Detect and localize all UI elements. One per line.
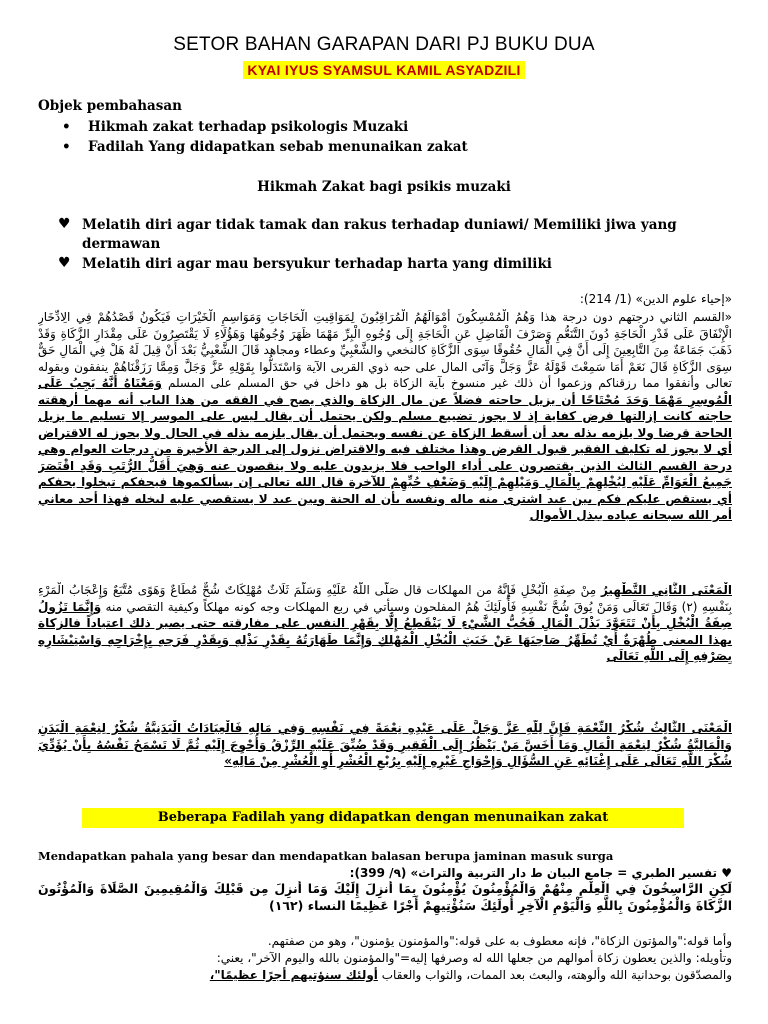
hikmah-point-2: [58, 255, 718, 274]
arabic-paragraph-1: [38, 309, 732, 579]
arabic-text: والمصدّقون بوحدانية الله وألوهته، والبعث بعد الممات، والثواب والعقاب: [381, 968, 732, 982]
heart-icon: ♥: [58, 255, 71, 271]
heart-icon: ♥: [58, 216, 71, 232]
tafsir-source: [38, 865, 732, 882]
tafsir-line-3: [38, 967, 732, 984]
arabic-bold-text: الْمَعْنَى الثَّالِثُ شُكْرُ النِّعْمَةِ فَإِنَّ لِلَّهِ عَزَّ وَجَلَّ عَلَى عَبْدِهِ نِعْمَةً فِي نَفْسِهِ وَفِي مَالِهِ فَالْعِبَادَاتُ الْبَدَنِيَّةُ شُكْرٌ لِنِعْمَةِ الْبَدَنِ وَالْمَالِيَّةُ شُكْرٌ لِنِعْمَةِ الْمَالِ وَمَا أَخَسَّ مَنْ يَنْظُرُ إِلَى الْفَقِيرِ وَقَدْ ضُيِّقَ عَلَيْهِ الرِّزْقُ وَأُحْوِجَ إِلَيْهِ ثُمَّ لَا تَسْمَحُ نَفْسُهُ بِأَنْ يُؤَدِّيَ شُكْرَ اللَّهِ تَعَالَى عَلَى إِغْنَائِهِ عَنِ السُّؤَالِ وَإِحْوَاجِ غَيْرِهِ إِلَيْهِ بِرُبْعِ الْعُشْرِ أَوِ الْعُشْرِ مِنْ مَالِهِ»: [38, 721, 732, 768]
quran-verse: لَكِنِ الرَّاسِخُونَ فِي الْعِلْمِ مِنْهُمْ وَالْمُؤْمِنُونَ يُؤْمِنُونَ بِمَا أُنزِلَ إِلَيْكَ وَمَا أُنزِلَ مِن قَبْلِكَ وَالْمُقِيمِينَ الصَّلَاةَ وَالْمُؤْتُونَ الزَّكَاةَ وَالْمُؤْمِنُونَ بِاللَّهِ وَالْيَوْمِ الْآخِرِ أُولَئِكَ سَنُؤْتِيهِمْ أَجْرًا عَظِيمًا النساء (١٦٢): [38, 881, 732, 913]
hikmah-point-1: [58, 216, 718, 254]
tafsir-source-text: تفسير الطبري = جامع البيان ط دار التربية والتراث» (٩/ 399):: [349, 866, 718, 880]
arabic-lead-text: الْمَعْنَى الثَّانِي التَّطْهِيرُ: [600, 583, 732, 597]
fadilah-intro: Mendapatkan pahala yang besar dan mendapatkan balasan berupa jaminan masuk surga: [38, 849, 614, 863]
objek-item-text: Hikmah zakat terhadap psikologis Muzaki: [88, 119, 409, 135]
fadilah-heading: Beberapa Fadilah yang didapatkan dengan menunaikan zakat: [82, 808, 684, 828]
objek-item-1: [62, 119, 408, 135]
arabic-bold-text: أولئك سنؤتيهم أجرًا عظيمًا"،: [209, 968, 378, 982]
heart-icon: ♥: [721, 866, 732, 880]
objek-item-2: [62, 139, 468, 155]
bullet-icon: •: [62, 139, 71, 155]
tafsir-line-1: وأما قوله:"والمؤتون الزكاة"، فإنه معطوف به على قوله:"والمؤمنون يؤمنون"، وهو من صفتهم.: [267, 934, 732, 948]
tafsir-line-2: وتأويله: والذين يعطون زكاة أموالهم من جعلها الله له وصرفها إليه="والمؤمنون بالله واليوم الآخر"، يعني:: [216, 951, 732, 965]
bullet-icon: •: [62, 119, 71, 135]
hikmah-point-text: Melatih diri agar mau bersyukur terhadap harta yang dimiliki: [82, 256, 552, 272]
subtitle-wrap: [0, 60, 768, 79]
arabic-text: «القسم الثاني درجتهم دون درجة هذا وَهُمُ الْمُمْسِكُونَ أَمْوَالَهُمُ الْمُرَاقِبُونَ لِمَوَاقِيتِ الْحَاجَاتِ وَمَوَاسِمِ الْخَيْرَاتِ فَيَكُونُ قَصْدُهُمْ فِي الِادِّخَارِ الْإِنْفَاقَ عَلَى قَدْرِ الْحَاجَةِ دُونَ التَّنَعُّمِ وَصَرْفَ الْفَاضِلِ عَنِ الْحَاجَةِ إِلَى وُجُوهِ الْبِرِّ مَهْمَا ظَهَرَ وُجُوهُهَا وَهَؤُلَاءِ لَا يَقْتَصِرُونَ عَلَى مِقْدَارِ الزَّكَاةِ وَقَدْ ذَهَبَ جَمَاعَةٌ مِنَ التَّابِعِينَ إِلَى أَنَّ فِي الْمَالِ حُقُوقًا سِوَى الزَّكَاةِ كالنخعي والشَّعْبِيِّ وعطاء ومجاهد قَالَ الشَّعْبِيُّ بَعْدَ أَنْ قِيلَ لَهُ هَلْ فِي الْمَالِ حَقٌّ سِوَى الزَّكَاةِ قَالَ نَعَمْ أَمَا سَمِعْتَ قَوْلَهُ عَزَّ وَجَلَّ وَآتَى المال على حبه ذوي القربى الآية وَاسْتَدَلُّوا بِقَوْلِهِ عَزَّ وَجَلَّ وَمِمَّا رَزَقْنَاهُمْ ينفقون وبقوله تعالى وأنفقوا مما رزقناكم وزعموا أن ذلك غير منسوخ بآية الزكاة بل هو داخل في حق المسلم على المسلم: [38, 310, 732, 390]
hikmah-point-text: Melatih diri agar tidak tamak dan rakus terhadap duniawi/ Memiliki jiwa yang dermawan: [82, 217, 677, 252]
arabic-paragraph-3: [38, 720, 732, 800]
author-subtitle: KYAI IYUS SYAMSUL KAMIL ASYADZILI: [243, 61, 524, 79]
arabic-text: مِنْ صِفَةِ الْبُخْلِ فَإِنَّهُ من المهلكات قال صَلَّى اللَّهُ عَلَيْهِ وَسَلَّمَ ثَلَاثٌ مُهْلِكَاتٌ شُحٌّ مُطَاعٌ وَهَوًى مُتَّبَعٌ وَإِعْجَابُ الْمَرْءِ بِنَفْسِهِ (٢) وَقَالَ تَعَالَى وَمَنْ يُوقَ شُحَّ نَفْسِهِ فَأُولَئِكَ هُمُ المفلحون وسيأتي في ربع المهلكات وجه كونه مهلكاً وكيفية التقصي منه: [38, 583, 732, 614]
arabic-bold-text: وَمَعْنَاهُ أَنَّهُ يَجِبُ عَلَى الْمُوسِرِ مَهْمَا وَجَدَ مُحْتَاجًا أن يزيل حاجته فضلاً عن مال الزكاة والذي يصح في الفقه من هذا الباب أنه مهما أرهقته حاجته كانت إزالتها فرض كفاية إذ لا يجوز تضييع مسلم ولكن يحتمل أن يقال ليس على الموسر إلا تسليم ما يزيل الحاجة قرضا ولا يلزمه بذله بعد أن أسقط الزكاة عن نفسه ويحتمل أن يقال يلزمه بذله في الحال ولا يجوز له الاقتراض أي لا يجوز له تكليف الفقير قبول القرض وهذا مختلف فيه والاقتراض نزول إلى الدرجة الأخيرة من درجات العوام وهي درجة القسم الثالث الذين يقتصرون على أداء الواجب فلا يزيدون عليه ولا ينقصون عنه وَهِيَ أَقَلُّ الرُّتَبِ وَقَدِ اقْتَصَرَ جَمِيعُ الْعَوَامِّ عَلَيْهِ لِبُخْلِهِمْ بِالْمَالِ وَمَيْلِهِمْ إِلَيْهِ وَضَعْفِ حُبِّهِمْ للآخرة قال الله تعالى إن يسألكموها فيحفكم تبخلوا يحفكم أي يستقص عليكم فكم بين عبد اشترى منه ماله ونفسه بأن له الجنة وبين عبد لا يستقصي عليه لبخله فهذا أحد معاني أمر الله سبحانه عباده ببذل الأموال: [38, 376, 732, 522]
objek-item-text: Fadilah Yang didapatkan sebab menunaikan zakat: [88, 139, 468, 155]
arabic-paragraph-2: [38, 582, 732, 714]
arabic-source: «إحياء علوم الدين» (1/ 214):: [579, 292, 732, 306]
hikmah-heading: Hikmah Zakat bagi psikis muzaki: [257, 179, 511, 195]
page-title: SETOR BAHAN GARAPAN DARI PJ BUKU DUA: [173, 34, 595, 55]
arabic-bold-text: وَإِنَّمَا تَزُولُ صِفَةُ الْبُخْلِ بِأَنْ تَتَعَوَّدَ بَذْلَ الْمَالِ فَحُبُّ الشَّيْءِ لَا يَنْقَطِعُ إِلَّا بِقَهْرِ النفس على مفارقته حتى يصير ذلك اعتياداً فالزكاة بهذا المعنى طُهْرَةٌ أَيْ تُطَهِّرُ صَاحِبَهَا عَنْ خَبَثِ الْبُخْلِ الْمُهْلِكِ وَإِنَّمَا طَهَارَتُهُ بِقَدْرِ بَذْلِهِ وَبِقَدْرِ فَرَحِهِ بِإِخْرَاجِهِ وَاسْتِبْشَارِهِ بِصَرْفِهِ إِلَى اللَّهِ تَعَالَى: [38, 599, 732, 663]
objek-label: Objek pembahasan: [38, 98, 182, 114]
